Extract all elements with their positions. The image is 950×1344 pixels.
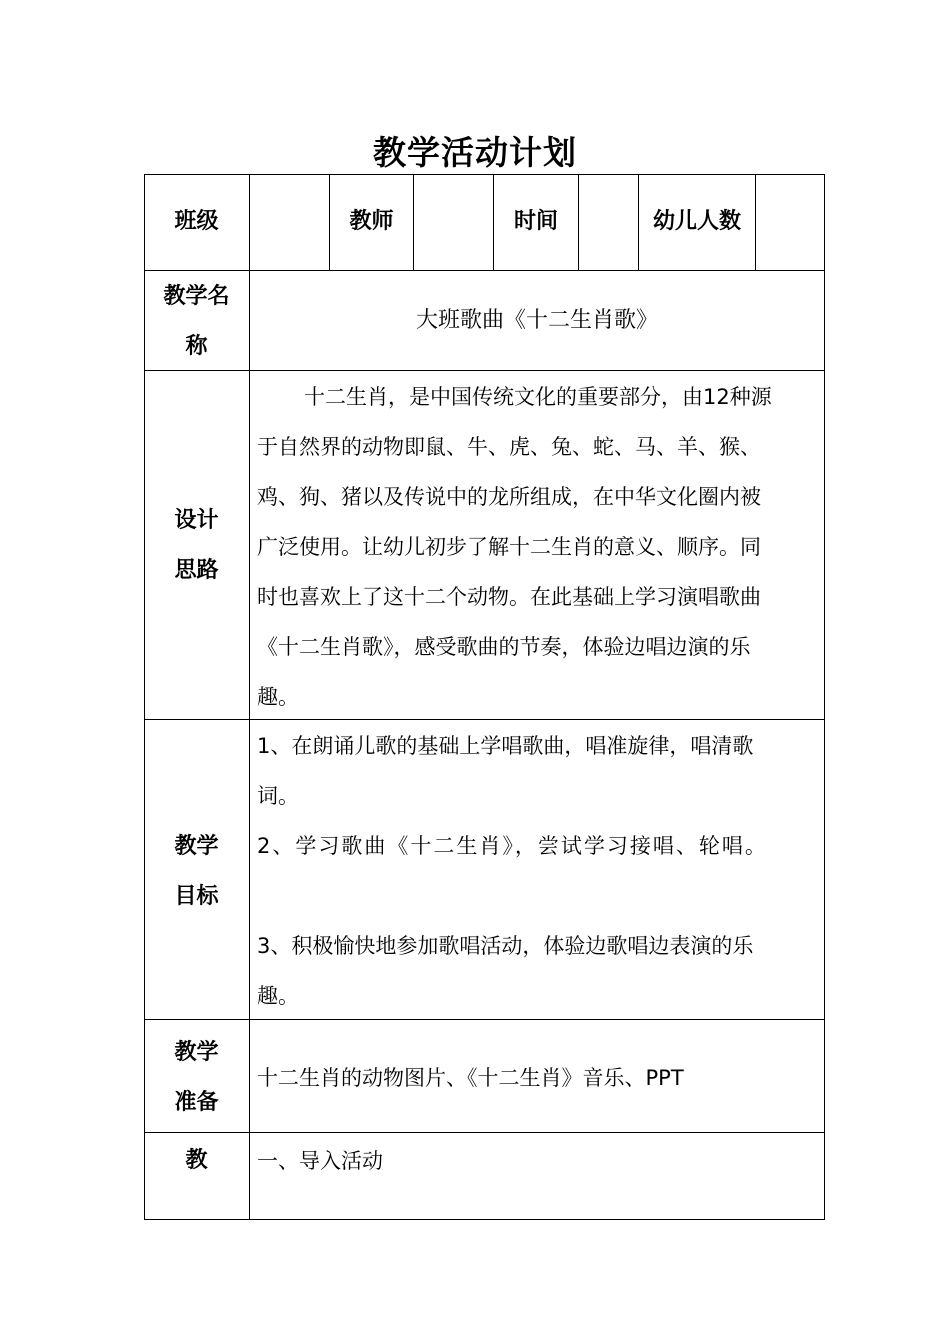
design-rationale-label-line: 设计 bbox=[174, 508, 219, 533]
lesson-plan-table bbox=[144, 174, 825, 1220]
teaching-goals-text bbox=[257, 721, 822, 1021]
paragraph-line: 于自然界的动物即鼠、牛、虎、兔、蛇、马、羊、猴、 bbox=[257, 435, 761, 459]
teaching-goals-label-line: 目标 bbox=[174, 884, 219, 909]
paragraph-line: 鸡、狗、猪以及传说中的龙所组成，在中华文化圈内被 bbox=[257, 485, 761, 509]
teaching-process-text: 一、导入活动 bbox=[257, 1149, 383, 1173]
class-value bbox=[250, 174, 329, 270]
design-rationale-label bbox=[144, 496, 249, 596]
paragraph-line: 《十二生肖歌》，感受歌曲的节奏，体验边唱边演的乐 bbox=[257, 635, 751, 659]
paragraph-line: 十二生肖，是中国传统文化的重要部分，由12种源 bbox=[304, 385, 772, 409]
paragraph-line: 时也喜欢上了这十二个动物。在此基础上学习演唱歌曲 bbox=[257, 585, 761, 609]
page-title: 教学活动计划 bbox=[373, 133, 577, 172]
table-rule bbox=[824, 174, 825, 1220]
lesson-name-label-line: 称 bbox=[185, 334, 208, 359]
lesson-name-value: 大班歌曲《十二生肖歌》 bbox=[415, 307, 658, 333]
design-rationale-text bbox=[257, 372, 817, 722]
teaching-goals-label bbox=[144, 822, 249, 922]
time-value bbox=[579, 174, 638, 270]
goal-line: 词。 bbox=[257, 784, 299, 808]
teaching-prep-label-line: 准备 bbox=[174, 1090, 219, 1115]
teaching-process-label: 教 bbox=[185, 1148, 208, 1173]
lesson-name-label-line: 教学名 bbox=[163, 284, 230, 309]
goal-spacer bbox=[257, 871, 822, 921]
table-rule bbox=[144, 1219, 825, 1220]
design-rationale-label-line: 思路 bbox=[174, 558, 219, 583]
paragraph-line: 趣。 bbox=[257, 685, 299, 709]
goal-line: 2、学习歌曲《十二生肖》，尝试学习接唱、轮唱。 bbox=[257, 834, 768, 858]
goal-line: 1、在朗诵儿歌的基础上学唱歌曲，唱准旋律，唱清歌 bbox=[257, 734, 754, 758]
lesson-name-label bbox=[144, 272, 249, 372]
children-count-label: 幼儿人数 bbox=[652, 209, 741, 234]
teaching-prep-text: 十二生肖的动物图片、《十二生肖》音乐、PPT bbox=[257, 1066, 684, 1090]
goal-line: 3、积极愉快地参加歌唱活动，体验边歌唱边表演的乐 bbox=[257, 934, 754, 958]
class-label: 班级 bbox=[174, 209, 219, 234]
time-label: 时间 bbox=[513, 209, 558, 234]
table-rule bbox=[144, 1132, 825, 1133]
teacher-value bbox=[414, 174, 493, 270]
teaching-prep-label-line: 教学 bbox=[174, 1040, 219, 1065]
children-count-value bbox=[756, 174, 824, 270]
teacher-label: 教师 bbox=[349, 209, 394, 234]
teaching-goals-label-line: 教学 bbox=[174, 834, 219, 859]
goal-line: 趣。 bbox=[257, 984, 299, 1008]
paragraph-line: 广泛使用。让幼儿初步了解十二生肖的意义、顺序。同 bbox=[257, 535, 761, 559]
teaching-prep-label bbox=[144, 1028, 249, 1128]
